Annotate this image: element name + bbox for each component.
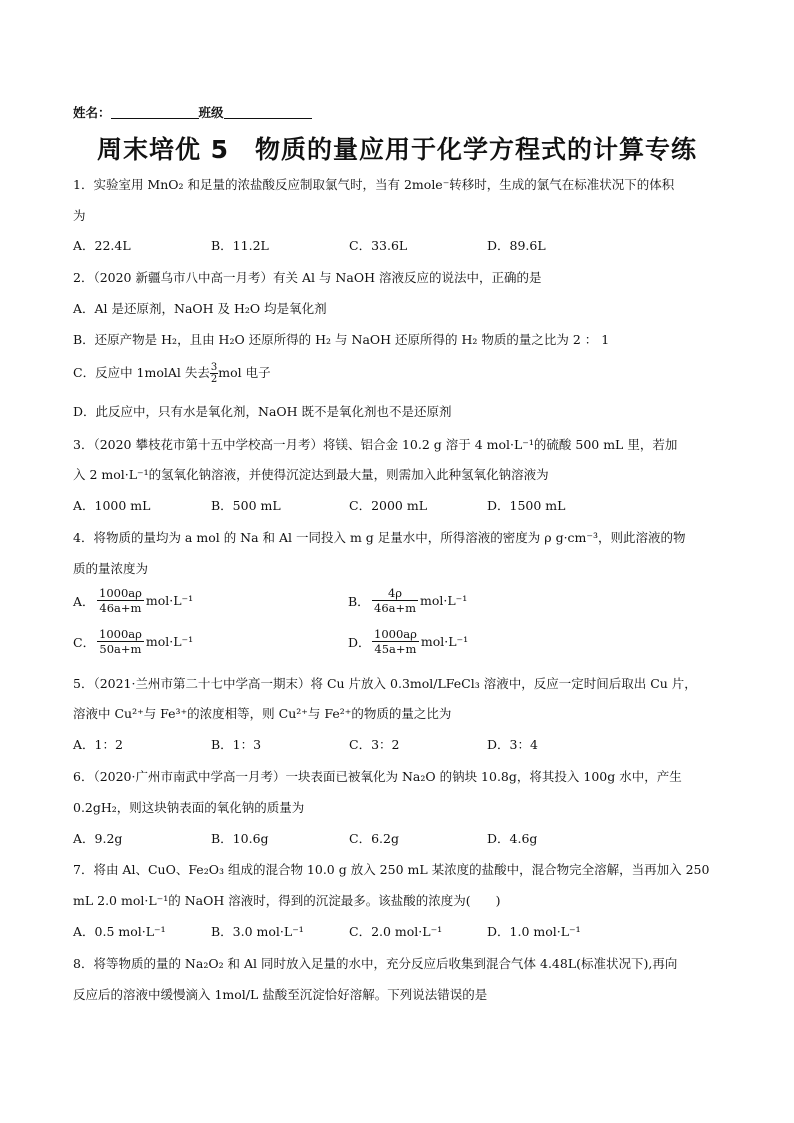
unit: mol·L⁻¹ [145, 634, 194, 649]
q4-b-fraction [372, 586, 418, 615]
q3-option-a: A．1000 mL [73, 498, 151, 513]
q1-option-b: B．11.2L [211, 238, 269, 253]
fraction-denominator: 45a+m [374, 642, 417, 656]
q7-option-a: A．0.5 mol·L⁻¹ [73, 924, 166, 939]
q4-option-d [348, 627, 468, 656]
fraction-numerator: 1000aρ [99, 586, 142, 600]
fraction-denominator: 46a+m [99, 601, 142, 615]
three-halves-fraction [210, 362, 218, 385]
name-class-bar [73, 103, 312, 121]
q2-option-c [73, 362, 271, 385]
q6-option-d: D．4.6g [487, 831, 538, 846]
q3-option-d: D．1500 mL [487, 498, 566, 513]
class-label: 班级 [198, 105, 224, 120]
q3-stem-line2: 入 2 mol·L⁻¹的氢氧化钠溶液，并使得沉淀达到最大量，则需加入此种氢氧化钠溶液为 [73, 467, 549, 482]
q2-option-d: D．此反应中，只有水是氧化剂，NaOH 既不是氧化剂也不是还原剂 [73, 404, 452, 419]
q4-option-a [73, 586, 193, 615]
q4-d-fraction [372, 627, 419, 656]
q1-stem-line1: 1．实验室用 MnO₂ 和足量的浓盐酸反应制取氯气时，当有 2mole⁻转移时，生成的氯气在标准状况下的体积 [73, 177, 675, 192]
q4-option-b [348, 586, 467, 615]
q5-option-c: C．3：2 [349, 737, 400, 752]
q4-stem-line1: 4．将物质的量均为 a mol 的 Na 和 Al 一同投入 m g 足量水中，所得溶液的密度为 ρ g·cm⁻³，则此溶液的物 [73, 530, 686, 545]
fraction-numerator: 1000aρ [374, 627, 417, 641]
q6-option-a: A．9.2g [73, 831, 123, 846]
q2-stem: 2．（2020 新疆乌市八中高一月考）有关 Al 与 NaOH 溶液反应的说法中，正确的是 [73, 270, 542, 285]
q4-a-fraction [97, 586, 144, 615]
class-blank [224, 106, 312, 119]
q7-option-b: B．3.0 mol·L⁻¹ [211, 924, 304, 939]
q7-stem-line1: 7．将由 Al、CuO、Fe₂O₃ 组成的混合物 10.0 g 放入 250 mL 某浓度的盐酸中，混合物完全溶解，当再加入 250 [73, 862, 710, 877]
fraction-numerator: 4ρ [372, 586, 418, 601]
q5-stem-line2: 溶液中 Cu²⁺与 Fe³⁺的浓度相等，则 Cu²⁺与 Fe²⁺的物质的量之比为 [73, 706, 452, 721]
q4-option-c [73, 627, 193, 656]
option-label: B． [348, 593, 370, 609]
q5-option-b: B．1：3 [211, 737, 262, 752]
q7-option-c: C．2.0 mol·L⁻¹ [349, 924, 443, 939]
q2-option-c-pre: C．反应中 1molAl 失去 [73, 365, 210, 380]
q6-option-b: B．10.6g [211, 831, 269, 846]
option-label: D． [348, 634, 371, 650]
q5-option-d: D．3：4 [487, 737, 538, 752]
unit: mol·L⁻¹ [145, 593, 194, 608]
name-blank [111, 106, 199, 119]
q3-option-b: B．500 mL [211, 498, 281, 513]
fraction-numerator: 3 [210, 362, 218, 373]
name-label: 姓名： [73, 105, 111, 120]
q2-option-b: B．还原产物是 H₂，且由 H₂O 还原所得的 H₂ 与 NaOH 还原所得的 H₂ 物质的量之比为 2 ： 1 [73, 332, 610, 347]
q1-option-a: A．22.4L [73, 238, 131, 253]
q6-option-c: C．6.2g [349, 831, 399, 846]
q4-c-fraction [97, 627, 144, 656]
fraction-denominator: 46a+m [374, 601, 417, 615]
q6-stem-line1: 6．（2020·广州市南武中学高一月考）一块表面已被氧化为 Na₂O 的钠块 10.8g，将其投入 100g 水中，产生 [73, 769, 682, 784]
q8-stem-line2: 反应后的溶液中缓慢滴入 1mol/L 盐酸至沉淀恰好溶解。下列说法错误的是 [73, 987, 488, 1002]
q7-stem-line2: mL 2.0 mol·L⁻¹的 NaOH 溶液时，得到的沉淀最多。该盐酸的浓度为( ) [73, 893, 501, 908]
q3-stem-line1: 3．（2020 攀枝花市第十五中学校高一月考）将镁、铝合金 10.2 g 溶于 4 mol·L⁻¹的硫酸 500 mL 里，若加 [73, 437, 678, 452]
q3-option-c: C．2000 mL [349, 498, 428, 513]
fraction-denominator: 2 [210, 374, 218, 385]
q7-option-d: D．1.0 mol·L⁻¹ [487, 924, 581, 939]
fraction-denominator: 50a+m [99, 642, 142, 656]
q5-stem-line1: 5．（2021·兰州市第二十七中学高一期末）将 Cu 片放入 0.3mol/LFeCl₃ 溶液中，反应一定时间后取出 Cu 片， [73, 676, 697, 691]
q2-option-c-post: mol 电子 [218, 365, 271, 380]
q1-option-c: C．33.6L [349, 238, 408, 253]
q6-stem-line2: 0.2gH₂，则这块钠表面的氧化钠的质量为 [73, 800, 305, 815]
option-label: C． [73, 634, 96, 650]
page-title: 周末培优 5 物质的量应用于化学方程式的计算专练 [96, 135, 698, 164]
option-label: A． [73, 593, 95, 609]
q1-stem-line2: 为 [73, 208, 86, 223]
q8-stem-line1: 8．将等物质的量的 Na₂O₂ 和 Al 同时放入足量的水中，充分反应后收集到混合气体 4.48L(标准状况下),再向 [73, 956, 678, 971]
fraction-numerator: 1000aρ [99, 627, 142, 641]
q2-option-a: A．Al 是还原剂，NaOH 及 H₂O 均是氧化剂 [73, 301, 327, 316]
q1-option-d: D．89.6L [487, 238, 546, 253]
unit: mol·L⁻¹ [420, 593, 468, 608]
q5-option-a: A．1：2 [73, 737, 123, 752]
q4-stem-line2: 质的量浓度为 [73, 561, 149, 576]
unit: mol·L⁻¹ [420, 634, 469, 649]
